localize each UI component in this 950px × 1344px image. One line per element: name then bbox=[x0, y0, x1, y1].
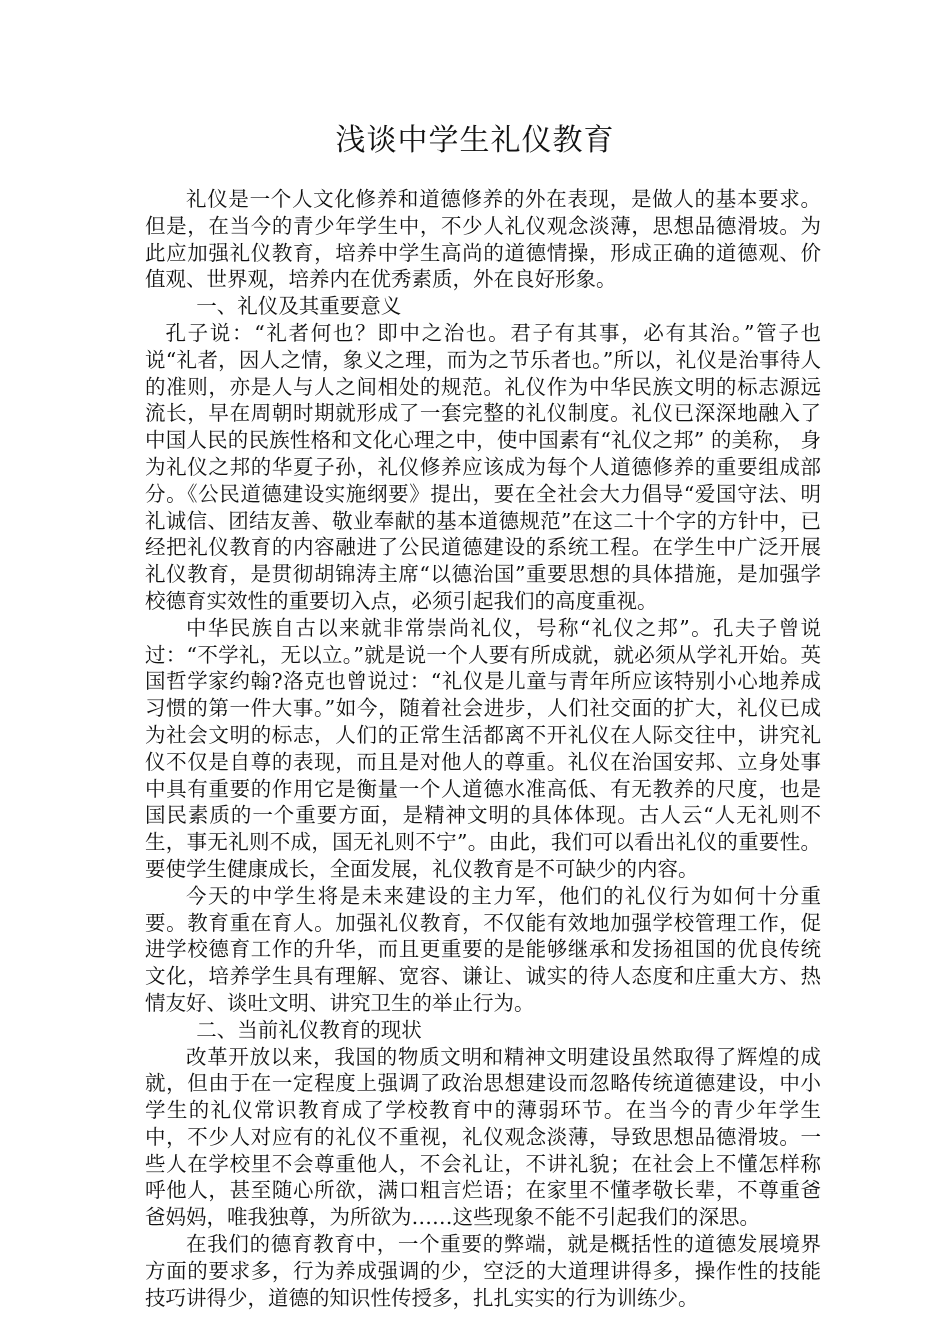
document-title: 浅谈中学生礼仪教育 bbox=[335, 123, 615, 158]
paragraph-intro: 礼仪是一个人文化修养和道德修养的外在表现，是做人的基本要求。但是，在当今的青少年学生中，不少人礼仪观念淡薄，思想品德滑坡。为此应加强礼仪教育，培养中学生高尚的道德情操，形成正确的道德观、价值观、世界观，培养内在优秀素质，外在良好形象。 bbox=[145, 187, 821, 292]
paragraph-students-future: 今天的中学生将是未来建设的主力军，他们的礼仪行为如何十分重要。教育重在育人。加强礼仪教育，不仅能有效地加强学校管理工作，促进学校德育工作的升华，而且更重要的是能够继承和发扬祖国的优良传统文化，培养学生具有理解、宽容、谦让、诚实的待人态度和庄重大方、热情友好、谈吐文明、讲究卫生的举止行为。 bbox=[145, 883, 821, 1015]
section-heading-2: 二、当前礼仪教育的现状 bbox=[196, 1017, 422, 1042]
document-body bbox=[145, 186, 821, 1311]
paragraph-moral-education: 在我们的德育教育中，一个重要的弊端，就是概括性的道德发展境界方面的要求多，行为养成强调的少，空泛的大道理讲得多，操作性的技能技巧讲得少，道德的知识性传授多，扎扎实实的行为训练少。 bbox=[145, 1232, 821, 1310]
section-heading-1: 一、礼仪及其重要意义 bbox=[196, 294, 402, 319]
paragraph-reform: 改革开放以来，我国的物质文明和精神文明建设虽然取得了辉煌的成就，但由于在一定程度上强调了政治思想建设而忽略传统道德建设，中小学生的礼仪常识教育成了学校教育中的薄弱环节。在当今的青少年学生中，不少人对应有的礼仪不重视，礼仪观念淡薄，导致思想品德滑坡。一些人在学校里不会尊重他人，不会礼让，不讲礼貌；在社会上不懂怎样称呼他人，甚至随心所欲，满口粗言烂语；在家里不懂孝敬长辈，不尊重爸爸妈妈，唯我独尊，为所欲为……这些现象不能不引起我们的深思。 bbox=[145, 1044, 821, 1230]
paragraph-nation-of-etiquette: 中华民族自古以来就非常崇尚礼仪，号称“礼仪之邦”。孔夫子曾说过：“不学礼，无以立。”就是说一个人要有所成就，就必须从学礼开始。英国哲学家约翰?洛克也曾说过：“礼仪是儿童与青年所应该特别小心地养成习惯的第一件大事。”如今，随着社会进步，人们社交面的扩大，礼仪已成为社会文明的标志，人们的正常生活都离不开礼仪在人际交往中，讲究礼仪不仅是自尊的表现，而且是对他人的尊重。礼仪在治国安邦、立身处事中具有重要的作用它是衡量一个人道德水准高低、有无教养的尺度，也是国民素质的一个重要方面，是精神文明的具体体现。古人云“人无礼则不生，事无礼则不成，国无礼则不宁”。由此，我们可以看出礼仪的重要性。要使学生健康成长，全面发展，礼仪教育是不可缺少的内容。 bbox=[145, 615, 821, 881]
paragraph-confucius: 孔子说：“礼者何也？即中之治也。君子有其事，必有其治。”管子也说“礼者，因人之情，象义之理，而为之节乐者也。”所以，礼仪是治事待人的准则，亦是人与人之间相处的规范。礼仪作为中华民族文明的标志源远流长，早在周朝时期就形成了一套完整的礼仪制度。礼仪已深深地融入了中国人民的民族性格和文化心理之中，使中国素有“礼仪之邦” 的美称， 身为礼仪之邦的华夏子孙，礼仪修养应该成为每个人道德修养的重要组成部分。《公民道德建设实施纲要》提出，要在全社会大力倡导“爱国守法、明礼诚信、团结友善、敬业奉献的基本道德规范”在这二十个字的方针中，已经把礼仪教育的内容融进了公民道德建设的系统工程。在学生中广泛开展礼仪教育，是贯彻胡锦涛主席“以德治国”重要思想的具体措施，是加强学校德育实效性的重要切入点，必须引起我们的高度重视。 bbox=[145, 320, 821, 613]
